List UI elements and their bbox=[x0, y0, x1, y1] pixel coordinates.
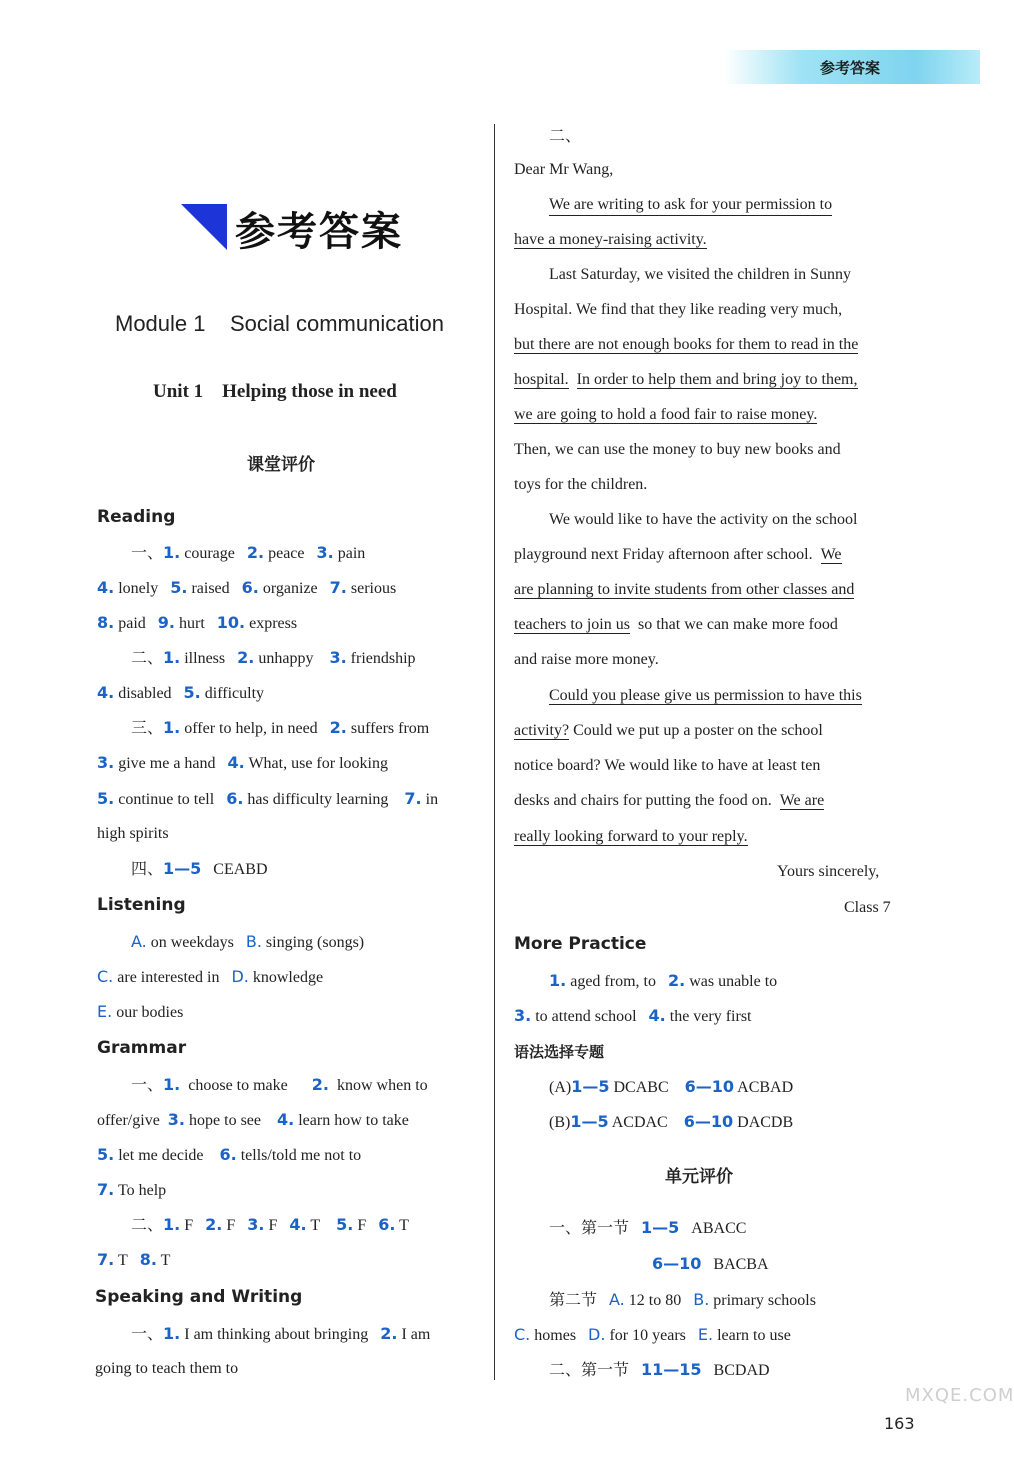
letter-closing: Yours sincerely, bbox=[777, 863, 880, 880]
section-heading-ketang: 课堂评价 bbox=[247, 455, 315, 475]
grammar-choice-a: (A)1—5 DCABC 6—10 ACBAD bbox=[549, 1077, 794, 1096]
letter-p4-line5: really looking forward to your reply. bbox=[514, 828, 748, 845]
danyuan-s2-line2: C. homes D. for 10 years E. learn to use bbox=[514, 1325, 791, 1344]
unit-title: Unit 1 Helping those in need bbox=[153, 381, 397, 402]
grammar-heading: Grammar bbox=[97, 1038, 187, 1058]
grammar-choice-b: (B)1—5 ACDAC 6—10 DACDB bbox=[549, 1112, 794, 1131]
grammar-q1-line2: offer/give 3. hope to see 4. learn how to take bbox=[97, 1110, 409, 1129]
reading-q1-line2: 4. lonely 5. raised 6. organize 7. serious bbox=[97, 578, 397, 597]
more-practice-line1: 1. aged from, to 2. was unable to bbox=[549, 971, 778, 990]
reading-q2-line2: 4. disabled 5. difficulty bbox=[97, 683, 265, 702]
reading-heading: Reading bbox=[97, 507, 176, 527]
letter-p2-line3: but there are not enough books for them to read in the bbox=[514, 336, 859, 353]
reading-q1-line1: 一、1. courage 2. peace 3. pain bbox=[131, 543, 366, 562]
page-title-text: 参考答案 bbox=[235, 209, 403, 255]
speaking-heading: Speaking and Writing bbox=[95, 1287, 303, 1307]
letter-p1-line1: We are writing to ask for your permission to bbox=[549, 195, 895, 216]
letter-signature: Class 7 bbox=[844, 899, 891, 916]
speaking-q1-line2: going to teach them to bbox=[95, 1360, 239, 1377]
letter-p3-line4: teachers to join us so that we can make more food bbox=[514, 616, 838, 633]
letter-p4-line1: Could you please give us permission to have this bbox=[549, 687, 862, 704]
listening-heading: Listening bbox=[97, 895, 186, 915]
listening-line3: E. our bodies bbox=[97, 1002, 184, 1021]
letter-p2-line1: Last Saturday, we visited the children in Sunny bbox=[549, 266, 852, 283]
page-number: 163 bbox=[884, 1414, 915, 1433]
danyuan-s1-line1: 一、第一节 1—5 ABACC bbox=[549, 1218, 747, 1237]
section-heading-danyuan: 单元评价 bbox=[665, 1167, 733, 1187]
letter-greeting: Dear Mr Wang, bbox=[514, 161, 614, 178]
more-practice-line2: 3. to attend school 4. the very first bbox=[514, 1006, 752, 1025]
grammar-q1-line3: 5. let me decide 6. tells/told me not to bbox=[97, 1145, 362, 1164]
letter-p3-line5: and raise more money. bbox=[514, 651, 659, 668]
listening-line2: C. are interested in D. knowledge bbox=[97, 967, 324, 986]
letter-p1-line2: have a money-raising activity. bbox=[514, 231, 707, 248]
letter-p2-line6: Then, we can use the money to buy new books and bbox=[514, 441, 841, 458]
letter-p3-line3: are planning to invite students from other classes and bbox=[514, 581, 855, 598]
listening-line1: A. on weekdays B. singing (songs) bbox=[131, 932, 365, 951]
reading-q3-line1: 三、1. offer to help, in need 2. suffers from bbox=[131, 718, 430, 737]
header-banner-label: 参考答案 bbox=[820, 59, 881, 77]
grammar-q2-line1: 二、1. F 2. F 3. F 4. T 5. F 6. T bbox=[131, 1215, 409, 1234]
header-banner bbox=[724, 50, 980, 84]
danyuan-s2-line1: 第二节 A. 12 to 80 B. primary schools bbox=[549, 1290, 816, 1309]
letter-p2-line4: hospital. In order to help them and bring joy to them, bbox=[514, 371, 858, 388]
danyuan-s3-line1: 二、第一节 11—15 BCDAD bbox=[549, 1360, 770, 1379]
column-divider bbox=[494, 124, 495, 1380]
reading-q3-line4: high spirits bbox=[97, 825, 169, 842]
grammar-choice-heading: 语法选择专题 bbox=[514, 1043, 605, 1061]
more-practice-heading: More Practice bbox=[514, 934, 647, 954]
letter-p3-line2: playground next Friday afternoon after school. We bbox=[514, 546, 842, 563]
letter-p2-line5: we are going to hold a food fair to raise money. bbox=[514, 406, 818, 423]
title-triangle-icon bbox=[181, 204, 227, 250]
letter-p4-line2: activity? Could we put up a poster on the school bbox=[514, 722, 823, 739]
reading-q3-line3: 5. continue to tell 6. has difficulty learning 7. in bbox=[97, 789, 439, 808]
module-title: Module 1 Social communication bbox=[115, 311, 444, 336]
letter-p2-line7: toys for the children. bbox=[514, 476, 648, 493]
danyuan-s1-line2: 6—10 BACBA bbox=[652, 1254, 769, 1273]
letter-p3-line1: We would like to have the activity on the school bbox=[549, 511, 858, 528]
reading-q3-line2: 3. give me a hand 4. What, use for looking bbox=[97, 753, 388, 772]
reading-q2-line1: 二、1. illness 2. unhappy 3. friendship bbox=[131, 648, 416, 667]
grammar-q1-line1: 一、1. choose to make 2. know when to bbox=[131, 1075, 428, 1094]
letter-p4-line4: desks and chairs for putting the food on. We are bbox=[514, 792, 825, 809]
letter-p2-line2: Hospital. We find that they like reading very much, bbox=[514, 301, 843, 318]
speaking-q1-line1: 一、1. I am thinking about bringing 2. I am bbox=[131, 1324, 431, 1343]
grammar-q1-line4: 7. To help bbox=[97, 1180, 167, 1199]
reading-q1-line3: 8. paid 9. hurt 10. express bbox=[97, 613, 298, 632]
grammar-q2-line2: 7. T 8. T bbox=[97, 1250, 171, 1269]
watermark: MXQE.COM bbox=[905, 1385, 1014, 1406]
letter-marker: 二、 bbox=[549, 126, 582, 145]
reading-q4: 四、1—5 CEABD bbox=[131, 859, 268, 878]
letter-p4-line3: notice board? We would like to have at least ten bbox=[514, 757, 821, 774]
